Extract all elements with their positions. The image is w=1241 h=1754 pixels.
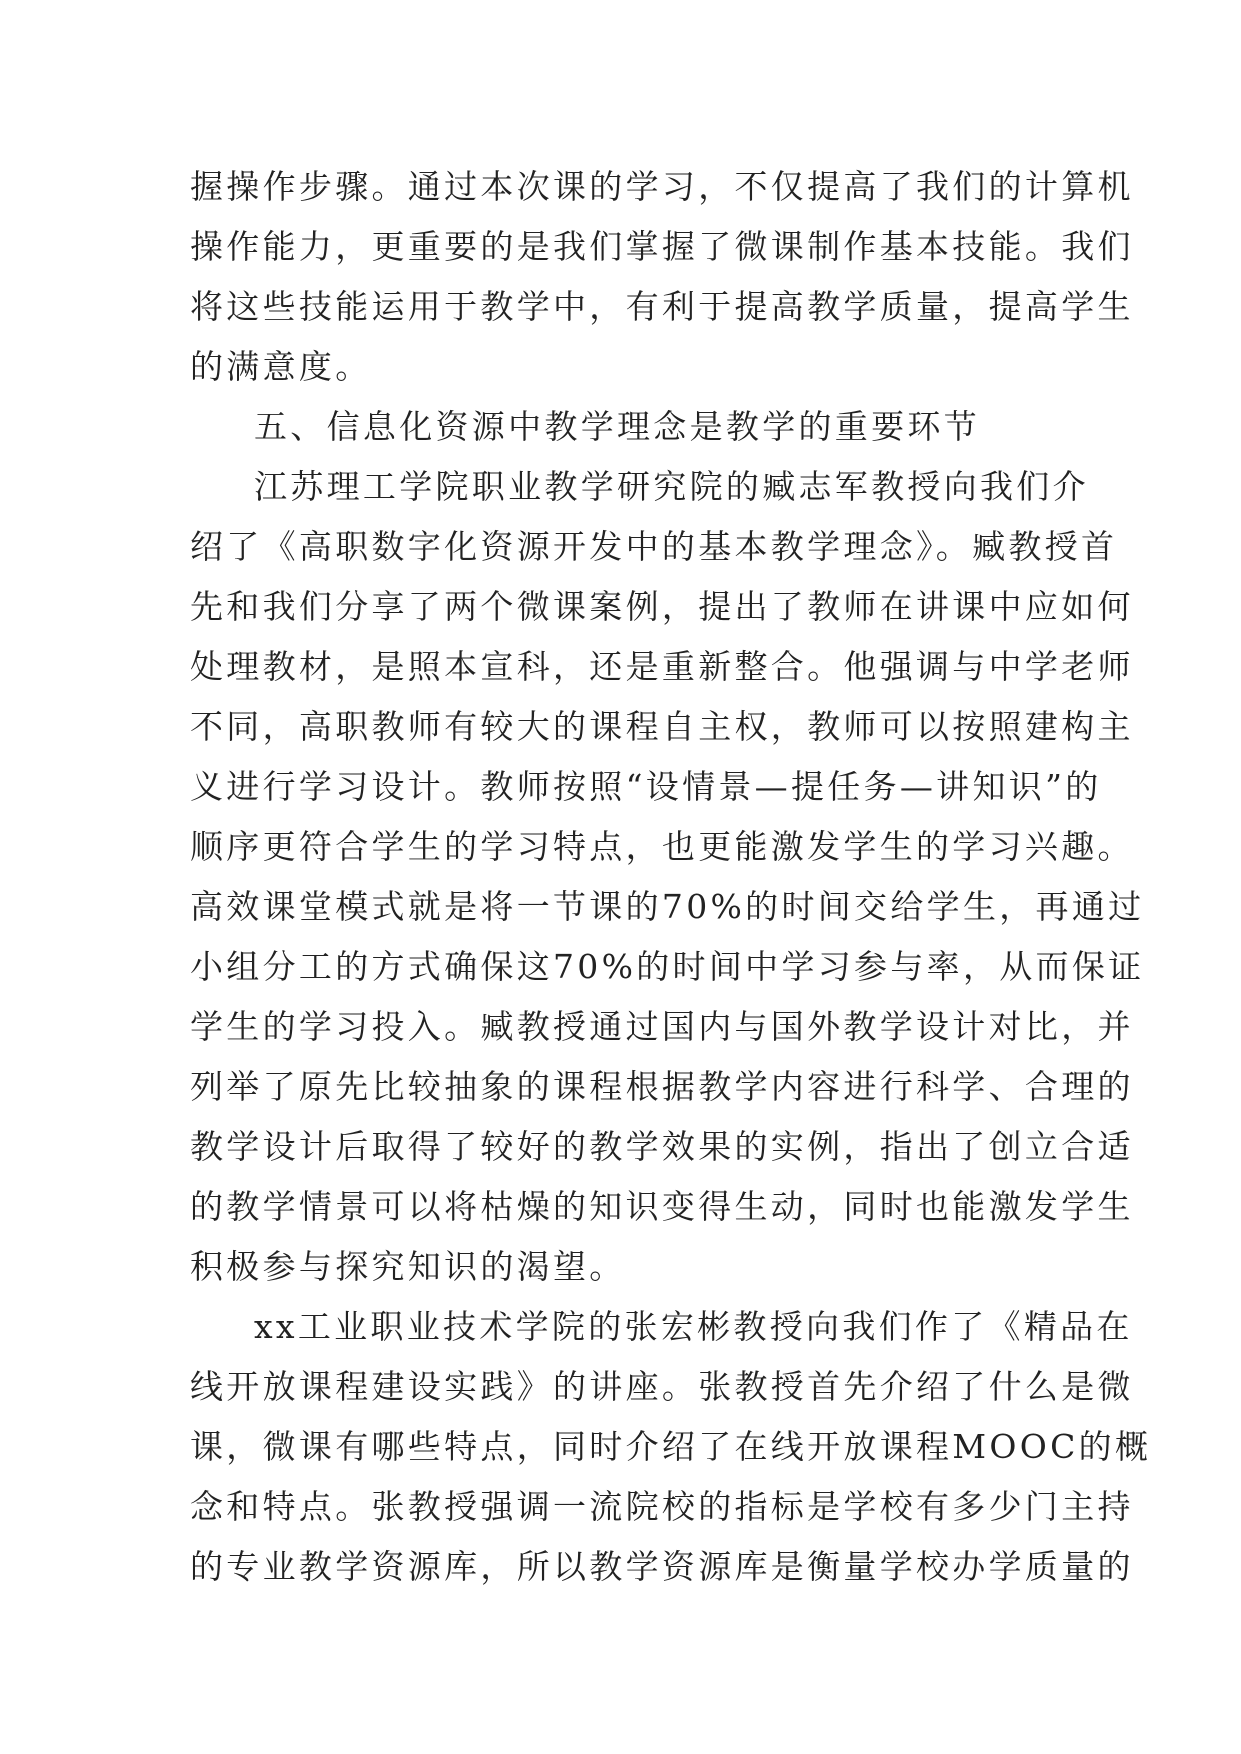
text-line: 念和特点。张教授强调一流院校的指标是学校有多少门主持 xyxy=(190,1487,1134,1526)
text-line: 积极参与探究知识的渴望。 xyxy=(190,1247,626,1286)
paragraph-first-line: xx工业职业技术学院的张宏彬教授向我们作了《精品在 xyxy=(254,1307,1133,1346)
text-line: 顺序更符合学生的学习特点，也更能激发学生的学习兴趣。 xyxy=(190,827,1134,866)
text-line: 握操作步骤。通过本次课的学习，不仅提高了我们的计算机 xyxy=(190,167,1134,206)
text-line: 的满意度。 xyxy=(190,347,372,386)
text-line: 学生的学习投入。臧教授通过国内与国外教学设计对比，并 xyxy=(190,1007,1134,1046)
text-line: 小组分工的方式确保这70%的时间中学习参与率，从而保证 xyxy=(190,947,1145,986)
text-line: 先和我们分享了两个微课案例，提出了教师在讲课中应如何 xyxy=(190,587,1134,626)
text-line: 将这些技能运用于教学中，有利于提高教学质量，提高学生 xyxy=(190,287,1134,326)
text-line: 绍了《高职数字化资源开发中的基本教学理念》。臧教授首 xyxy=(190,527,1118,566)
text-line: 处理教材，是照本宣科，还是重新整合。他强调与中学老师 xyxy=(190,647,1134,686)
text-line: 列举了原先比较抽象的课程根据教学内容进行科学、合理的 xyxy=(190,1067,1134,1106)
section-heading: 五、信息化资源中教学理念是教学的重要环节 xyxy=(254,407,980,446)
text-line: 线开放课程建设实践》的讲座。张教授首先介绍了什么是微 xyxy=(190,1367,1134,1406)
document-body xyxy=(190,157,1152,1597)
text-line: 课，微课有哪些特点，同时介绍了在线开放课程MOOC的概 xyxy=(190,1427,1152,1466)
text-line: 教学设计后取得了较好的教学效果的实例，指出了创立合适 xyxy=(190,1127,1134,1166)
text-line: 义进行学习设计。教师按照“设情景—提任务—讲知识”的 xyxy=(190,767,1102,806)
text-line: 操作能力，更重要的是我们掌握了微课制作基本技能。我们 xyxy=(190,227,1134,266)
paragraph-first-line: 江苏理工学院职业教学研究院的臧志军教授向我们介 xyxy=(254,467,1089,506)
text-line: 的专业教学资源库，所以教学资源库是衡量学校办学质量的 xyxy=(190,1547,1134,1586)
text-line: 不同，高职教师有较大的课程自主权，教师可以按照建构主 xyxy=(190,707,1134,746)
text-line: 高效课堂模式就是将一节课的70%的时间交给学生，再通过 xyxy=(190,887,1145,926)
text-line: 的教学情景可以将枯燥的知识变得生动，同时也能激发学生 xyxy=(190,1187,1134,1226)
